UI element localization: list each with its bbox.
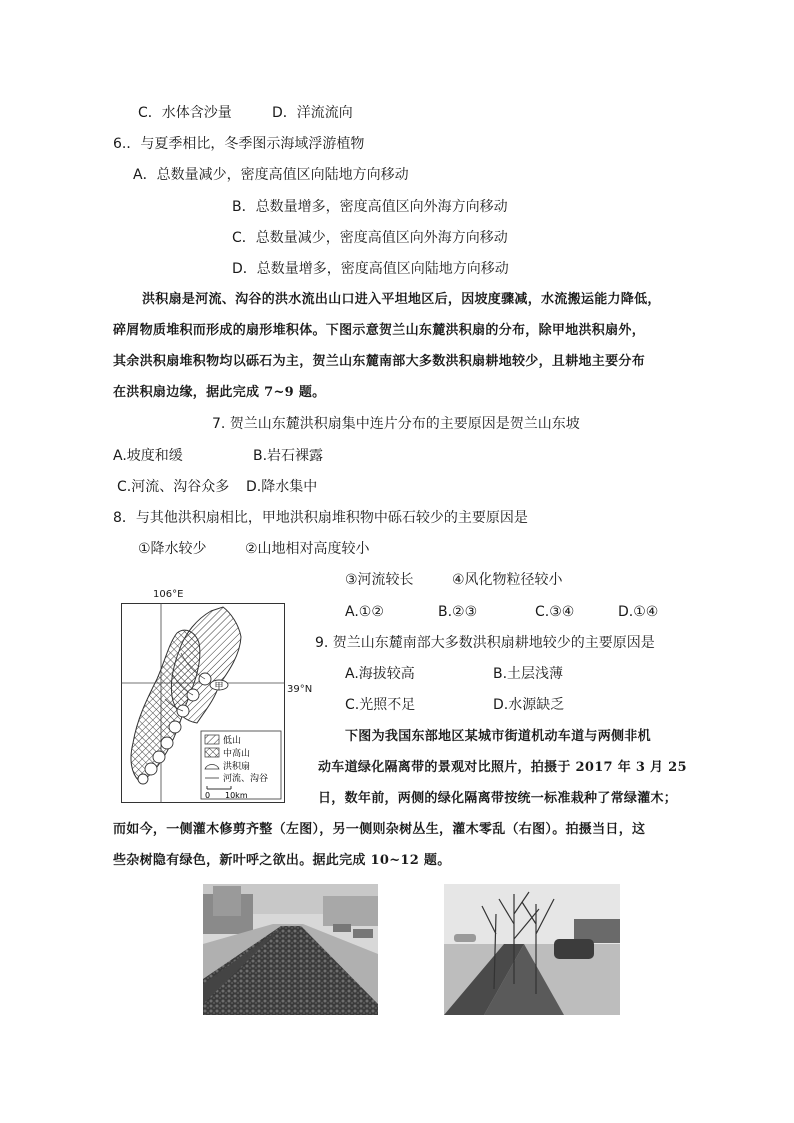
q7-option-b: B.岩石裸露 bbox=[253, 448, 324, 464]
passage2-line4: 而如今，一侧灌木修剪齐整（左图），另一侧则杂树丛生，灌木零乱（右图）。拍摄当日，这 bbox=[113, 822, 646, 837]
passage2-line1: 下图为我国东部地区某城市街道机动车道与两侧非机 bbox=[345, 729, 651, 744]
q8-item-3: ③河流较长 bbox=[345, 572, 414, 588]
scale-zero: 0 bbox=[205, 791, 211, 800]
passage1-line1: 洪积扇是河流、沟谷的洪水流出山口进入平坦地区后，因坡度骤减，水流搬运能力降低， bbox=[142, 292, 661, 307]
q7-option-a: A.坡度和缓 bbox=[113, 448, 183, 464]
q9-option-c: C.光照不足 bbox=[345, 697, 416, 713]
q6-option-b: B．总数量增多，密度高值区向外海方向移动 bbox=[232, 199, 508, 215]
q8-item-4: ④风化物粒径较小 bbox=[452, 572, 563, 588]
longitude-label bbox=[151, 603, 179, 604]
passage2-line3: 日，数年前，两侧的绿化隔离带按统一标准栽种了常绿灌木； bbox=[318, 791, 678, 806]
photo-right-overgrown-trees bbox=[444, 884, 620, 1015]
q8-stem: 8．与其他洪积扇相比，甲地洪积扇堆积物中砾石较少的主要原因是 bbox=[113, 510, 528, 526]
q8-option-b: B.②③ bbox=[438, 604, 478, 620]
legend-alluvial-fan: 洪积扇 bbox=[223, 762, 251, 772]
scale-label: 10km bbox=[225, 791, 248, 800]
q7-stem: 7. 贺兰山东麓洪积扇集中连片分布的主要原因是贺兰山东坡 bbox=[212, 416, 580, 432]
passage1-line3: 其余洪积扇堆积物均以砾石为主，贺兰山东麓南部大多数洪积扇耕地较少，且耕地主要分布 bbox=[113, 354, 646, 369]
photo-left-trimmed-shrubs bbox=[203, 884, 378, 1015]
map-longitude-label: 106°E bbox=[153, 589, 184, 600]
q9-option-b: B.土层浅薄 bbox=[493, 666, 564, 682]
q7-option-c: C.河流、沟谷众多 bbox=[117, 479, 230, 495]
q5-option-c: C．水体含沙量 bbox=[138, 105, 232, 121]
passage2-line2: 动车道绿化隔离带的景观对比照片，拍摄于 2017 年 3 月 25 bbox=[318, 760, 687, 775]
place-jia-label: 甲 bbox=[214, 682, 224, 692]
q5-option-d: D．洋流流向 bbox=[272, 105, 353, 121]
map-latitude-label: 39°N bbox=[287, 684, 313, 695]
legend-mid-high-mountain: 中高山 bbox=[223, 749, 251, 759]
passage1-line2: 碎屑物质堆积而形成的扇形堆积体。下图示意贺兰山东麓洪积扇的分布，除甲地洪积扇外， bbox=[113, 323, 646, 338]
q9-stem: 9. 贺兰山东麓南部大多数洪积扇耕地较少的主要原因是 bbox=[315, 635, 655, 651]
q8-option-c: C.③④ bbox=[535, 604, 575, 620]
q6-option-d: D．总数量增多，密度高值区向陆地方向移动 bbox=[232, 261, 509, 277]
legend-river: 河流、沟谷 bbox=[223, 774, 269, 784]
q6-option-c: C．总数量减少，密度高值区向外海方向移动 bbox=[232, 230, 508, 246]
q8-option-a: A.①② bbox=[345, 604, 384, 620]
q8-item-1: ①降水较少 bbox=[138, 541, 207, 557]
legend-low-mountain: 低山 bbox=[223, 736, 242, 746]
q8-option-d: D.①④ bbox=[618, 604, 659, 620]
q7-option-d: D.降水集中 bbox=[246, 479, 318, 495]
q8-item-2: ②山地相对高度较小 bbox=[245, 541, 370, 557]
q6-stem: 6.．与夏季相比，冬季图示海域浮游植物 bbox=[113, 136, 365, 152]
q9-option-a: A.海拔较高 bbox=[345, 666, 415, 682]
q6-option-a: A．总数量减少，密度高值区向陆地方向移动 bbox=[133, 167, 409, 183]
passage2-line5: 些杂树隐有绿色，新叶呼之欲出。据此完成 10~12 题。 bbox=[113, 853, 451, 868]
q9-option-d: D.水源缺乏 bbox=[493, 697, 565, 713]
passage1-line4: 在洪积扇边缘，据此完成 7~9 题。 bbox=[113, 385, 326, 400]
alluvial-fan-map bbox=[121, 603, 285, 803]
